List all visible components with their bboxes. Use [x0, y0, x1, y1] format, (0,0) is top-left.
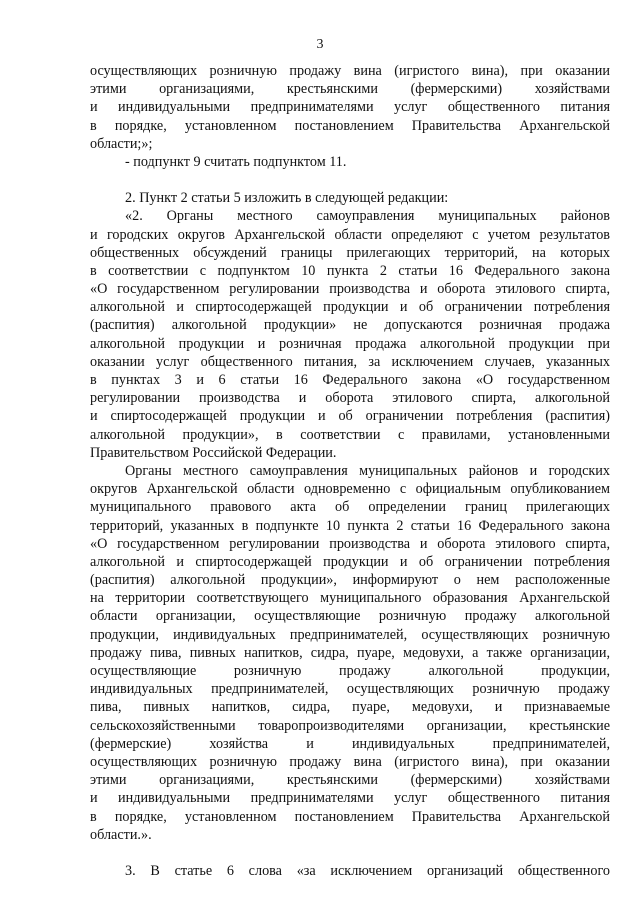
text-line: территорий, указанных в подпункте 10 пункта 2 статьи 16 Федерального закона [90, 517, 610, 534]
paragraph [90, 862, 610, 880]
text-line: на территории соответствующего муниципального образования Архангельской [90, 590, 610, 607]
text-line: оказании услуг общественного питания, за исключением случаев, указанных [90, 353, 610, 370]
text-line: в пунктах 3 и 6 статьи 16 Федерального закона «О государственном [90, 372, 610, 388]
text-line: Правительством Российской Федерации. [90, 444, 337, 461]
text-line: осуществляющие розничную продажу алкогольной продукции, [90, 663, 610, 679]
text-line: продажу пива, пивных напитков, сидра, пуаре, медовухи, а также организации, [90, 644, 610, 661]
text-line: (фермерские) хозяйства и индивидуальных предпринимателей, [90, 735, 610, 752]
text-line: области;»; [90, 135, 153, 152]
text-line: области организации, осуществляющие розничную продажу алкогольной [90, 608, 610, 625]
text-line: Органы местного самоуправления муниципальных районов и городских [125, 462, 610, 479]
text-line: осуществляющих розничную продажу вина (игристого вина), при оказании [90, 63, 610, 79]
text-line: продукции, индивидуальных предпринимателей, осуществляющих розничную [90, 626, 610, 643]
text-line: алкогольной и спиртосодержащей продукции и об ограничении потребления [90, 553, 610, 570]
text-line: пива, пивных напитков, сидра, пуаре, медовухи, и признаваемые [90, 699, 610, 716]
text-line: «О государственном регулировании производства и оборота этилового спирта, [90, 535, 610, 552]
text-line: «2. Органы местного самоуправления муниципальных районов [125, 208, 610, 225]
text-line: алкогольной и спиртосодержащей продукции и об ограничении потребления [90, 299, 610, 316]
paragraph [90, 462, 610, 844]
paragraph-gap [90, 171, 610, 189]
text-line: в порядке, установленном постановлением Правительства Архангельской [90, 117, 610, 134]
text-line: муниципального правового акта об определении границ прилегающих [90, 499, 610, 516]
text-line: и индивидуальными предпринимателями услуг общественного питания [90, 790, 610, 807]
text-line: округов Архангельской области одновременно с официальным опубликованием [90, 481, 610, 498]
page-number: 3 [316, 37, 324, 52]
text-line: сельскохозяйственными товаропроизводителями организации, крестьянские [90, 717, 610, 734]
paragraph [90, 207, 610, 462]
text-line: регулировании производства и оборота этилового спирта, алкогольной [90, 390, 610, 407]
text-line: и индивидуальными предпринимателями услуг общественного питания [90, 99, 610, 116]
text-line: в порядке, установленном постановлением Правительства Архангельской [90, 808, 610, 825]
text-line: этими организациями, крестьянскими (фермерскими) хозяйствами [90, 81, 610, 98]
text-line: (распития) алкогольной продукции», информируют о нем расположенные [90, 572, 610, 589]
text-line: «О государственном регулировании производства и оборота этилового спирта, [90, 281, 610, 298]
text-line: области.». [90, 826, 152, 843]
text-line: общественных обсуждений границы прилегающих территорий, на которых [90, 244, 610, 261]
text-line: 3. В статье 6 слова «за исключением организаций общественного [125, 862, 610, 879]
text-line: в соответствии с подпунктом 10 пункта 2 статьи 16 Федерального закона [90, 262, 610, 279]
paragraph [90, 62, 610, 153]
text-line: индивидуальных предпринимателей, осуществляющих розничную продажу [90, 681, 610, 698]
text-line: - подпункт 9 считать подпунктом 11. [125, 153, 347, 170]
text-line: алкогольной продукции», в соответствии с правилами, установленными [90, 426, 610, 443]
text-line: осуществляющих розничную продажу вина (игристого вина), при оказании [90, 753, 610, 770]
text-line: (распития) алкогольной продукции» не допускаются розничная продажа [90, 317, 610, 334]
text-line: и городских округов Архангельской области определяют с учетом результатов [90, 226, 610, 243]
paragraph [90, 153, 610, 171]
document-body [90, 62, 610, 880]
paragraph-gap [90, 844, 610, 862]
paragraph [90, 189, 610, 207]
text-line: алкогольной продукции и розничная продажа алкогольной продукции при [90, 335, 610, 352]
text-line: этими организациями, крестьянскими (фермерскими) хозяйствами [90, 772, 610, 789]
text-line: 2. Пункт 2 статьи 5 изложить в следующей редакции: [125, 190, 449, 207]
text-line: и спиртосодержащей продукции и об ограничении потребления (распития) [90, 408, 610, 425]
